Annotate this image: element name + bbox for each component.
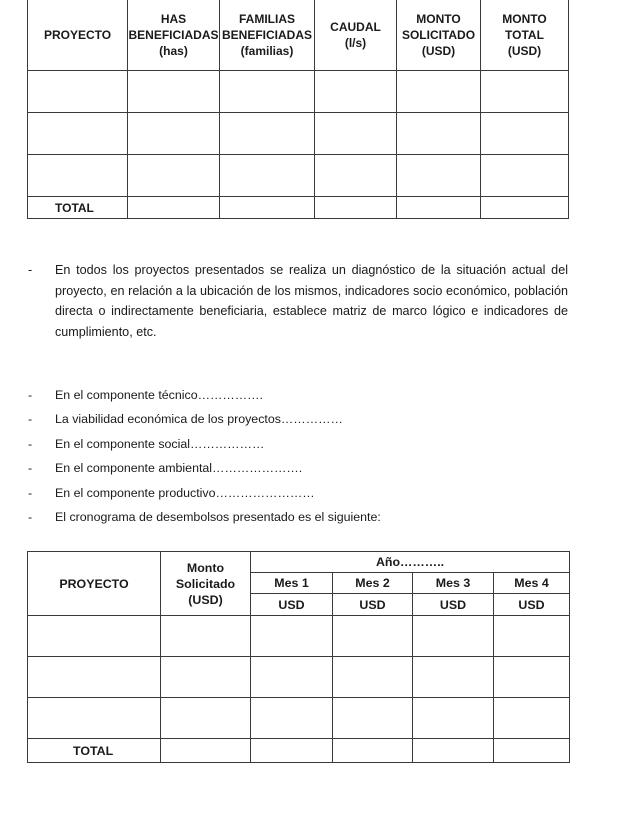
header-monto-total: MONTO TOTAL (USD) <box>481 0 569 71</box>
bullet-dash: - <box>28 436 33 451</box>
table-header-row <box>28 0 569 71</box>
table-row <box>28 698 570 739</box>
header-unit: USD <box>251 594 333 616</box>
table-cell[interactable] <box>333 739 413 763</box>
table-cell[interactable] <box>251 616 333 657</box>
total-label: TOTAL <box>28 739 161 763</box>
table-cell[interactable] <box>315 71 397 113</box>
table-cell[interactable] <box>220 113 315 155</box>
bullet-dash: - <box>28 461 33 476</box>
table-cell[interactable] <box>315 155 397 197</box>
header-month-1: Mes 1 <box>251 573 333 594</box>
table-cell[interactable] <box>481 197 569 219</box>
header-proyecto: PROYECTO <box>28 0 128 71</box>
table-row <box>28 113 569 155</box>
table-cell[interactable] <box>220 197 315 219</box>
table-cell[interactable] <box>413 657 494 698</box>
table-cell[interactable] <box>494 739 570 763</box>
table-cell[interactable] <box>161 698 251 739</box>
list-item-text: En el componente social……………… <box>55 436 265 451</box>
bullet-dash: - <box>28 412 33 427</box>
header-proyecto: PROYECTO <box>28 552 161 616</box>
header-has-beneficiadas: HAS BENEFICIADAS (has) <box>128 0 220 71</box>
table-cell[interactable] <box>161 739 251 763</box>
table-cell[interactable] <box>481 155 569 197</box>
table-cell[interactable] <box>315 113 397 155</box>
disbursement-schedule-table <box>27 551 570 763</box>
table-cell[interactable] <box>481 113 569 155</box>
header-year: Año……….. <box>251 552 570 573</box>
bullet-dash: - <box>28 485 33 500</box>
table-cell[interactable] <box>251 739 333 763</box>
list-item <box>28 434 568 458</box>
table-cell[interactable] <box>413 616 494 657</box>
table-row <box>28 657 570 698</box>
total-row <box>28 739 570 763</box>
table-cell[interactable] <box>28 616 161 657</box>
paragraph-text: En todos los proyectos presentados se realiza un diagnóstico de la situación actual del proyecto, en relación a la ubicación de los mismos, indicadores socio económico, población directa o indirectamente beneficiaria, establece matriz de marco lógico e indicadores de cumplimiento, etc. <box>55 263 568 339</box>
beneficiaries-table <box>27 0 569 219</box>
table-cell[interactable] <box>251 698 333 739</box>
table-row <box>28 155 569 197</box>
table-cell[interactable] <box>397 71 481 113</box>
header-month-4: Mes 4 <box>494 573 570 594</box>
list-item <box>28 507 568 531</box>
table-cell[interactable] <box>128 155 220 197</box>
header-unit: USD <box>494 594 570 616</box>
header-unit: USD <box>413 594 494 616</box>
table-cell[interactable] <box>28 657 161 698</box>
list-item <box>28 483 568 507</box>
table-cell[interactable] <box>251 657 333 698</box>
table-cell[interactable] <box>28 113 128 155</box>
list-item-text: En el componente ambiental…………………. <box>55 461 303 476</box>
header-caudal: CAUDAL (l/s) <box>315 0 397 71</box>
table-cell[interactable] <box>161 616 251 657</box>
table-cell[interactable] <box>28 155 128 197</box>
header-month-2: Mes 2 <box>333 573 413 594</box>
table-cell[interactable] <box>28 698 161 739</box>
table-row <box>28 71 569 113</box>
bullet-dash: - <box>28 263 33 277</box>
table-cell[interactable] <box>128 113 220 155</box>
bullet-dash: - <box>28 509 33 524</box>
list-item-text: En el componente técnico……………. <box>55 388 263 402</box>
diagnostic-paragraph <box>28 260 568 342</box>
table-cell[interactable] <box>333 657 413 698</box>
table-cell[interactable] <box>397 113 481 155</box>
header-familias-beneficiadas: FAMILIAS BENEFICIADAS (familias) <box>220 0 315 71</box>
component-list <box>28 385 568 531</box>
list-item-text: El cronograma de desembolsos presentado es el siguiente: <box>55 509 381 524</box>
table-cell[interactable] <box>220 71 315 113</box>
table-cell[interactable] <box>397 197 481 219</box>
table-cell[interactable] <box>413 698 494 739</box>
list-item <box>28 385 568 409</box>
table-cell[interactable] <box>494 616 570 657</box>
header-monto-solicitado: MONTO SOLICITADO (USD) <box>397 0 481 71</box>
list-item-text: La viabilidad económica de los proyectos…………… <box>55 412 343 427</box>
table-cell[interactable] <box>333 698 413 739</box>
table-cell[interactable] <box>413 739 494 763</box>
list-item-text: En el componente productivo…………………… <box>55 485 315 500</box>
table-cell[interactable] <box>481 71 569 113</box>
table-cell[interactable] <box>128 197 220 219</box>
total-row <box>28 197 569 219</box>
table-cell[interactable] <box>128 71 220 113</box>
table-header-row <box>28 552 570 573</box>
table-cell[interactable] <box>161 657 251 698</box>
header-unit: USD <box>333 594 413 616</box>
list-item <box>28 409 568 433</box>
table-cell[interactable] <box>315 197 397 219</box>
header-monto-solicitado: Monto Solicitado (USD) <box>161 552 251 616</box>
table-cell[interactable] <box>397 155 481 197</box>
table-cell[interactable] <box>494 698 570 739</box>
table-cell[interactable] <box>28 71 128 113</box>
table-cell[interactable] <box>494 657 570 698</box>
total-label: TOTAL <box>28 197 128 219</box>
list-item <box>28 458 568 482</box>
bullet-dash: - <box>28 388 33 402</box>
table-row <box>28 616 570 657</box>
table-cell[interactable] <box>220 155 315 197</box>
table-cell[interactable] <box>333 616 413 657</box>
header-month-3: Mes 3 <box>413 573 494 594</box>
